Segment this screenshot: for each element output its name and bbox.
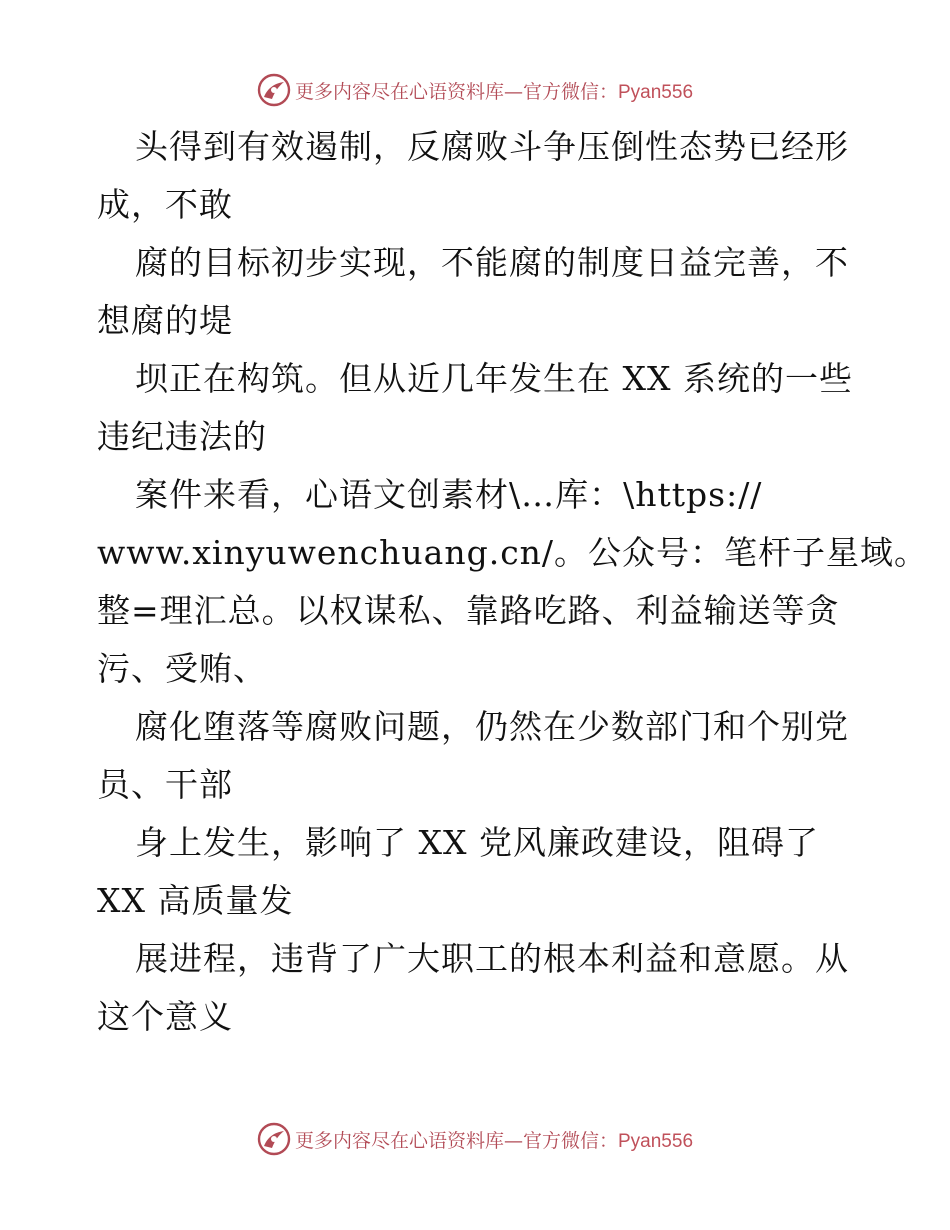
text-line: 违纪违法的 — [97, 417, 267, 456]
text-line: 展进程，违背了广大职工的根本利益和意愿。从 — [135, 939, 849, 978]
text-line: www.xinyuwenchuang.cn/。公众号：笔杆子星域。 — [97, 533, 929, 572]
banner-text — [295, 1126, 693, 1153]
banner-wechat-label: 官方微信： — [522, 80, 618, 103]
xinyu-logo-icon — [257, 73, 291, 107]
footer-banner — [0, 1121, 950, 1157]
text-line: 头得到有效遏制，反腐败斗争压倒性态势已经形 — [135, 127, 849, 166]
text-line: 成，不敢 — [97, 185, 233, 224]
banner-dash: — — [503, 80, 523, 103]
header-banner — [0, 72, 950, 108]
document-body — [97, 118, 929, 1046]
text-line: 案件来看，心语文创素材\…库：\https:// — [135, 475, 763, 514]
text-line: XX 高质量发 — [97, 881, 294, 920]
xinyu-logo-icon — [257, 1122, 291, 1156]
banner-dash: — — [503, 1129, 523, 1152]
text-line: 坝正在构筑。但从近几年发生在 XX 系统的一些 — [135, 359, 853, 398]
text-line: 想腐的堤 — [97, 301, 233, 340]
banner-site-text: 更多内容尽在心语资料库 — [294, 1129, 504, 1152]
banner-wechat-label: 官方微信： — [522, 1129, 618, 1152]
text-line: 员、干部 — [97, 765, 233, 804]
banner-wechat-handle: Pyan556 — [618, 81, 694, 103]
banner-site-text: 更多内容尽在心语资料库 — [294, 80, 504, 103]
text-line: 这个意义 — [97, 997, 233, 1036]
banner-text — [295, 77, 693, 104]
text-line: 身上发生，影响了 XX 党风廉政建设，阻碍了 — [135, 823, 819, 862]
text-line: 污、受贿、 — [97, 649, 267, 688]
text-line: 整=理汇总。以权谋私、靠路吃路、利益输送等贪 — [97, 591, 840, 630]
text-line: 腐的目标初步实现，不能腐的制度日益完善，不 — [135, 243, 849, 282]
text-line: 腐化堕落等腐败问题，仍然在少数部门和个别党 — [135, 707, 849, 746]
banner-wechat-handle: Pyan556 — [618, 1130, 694, 1152]
